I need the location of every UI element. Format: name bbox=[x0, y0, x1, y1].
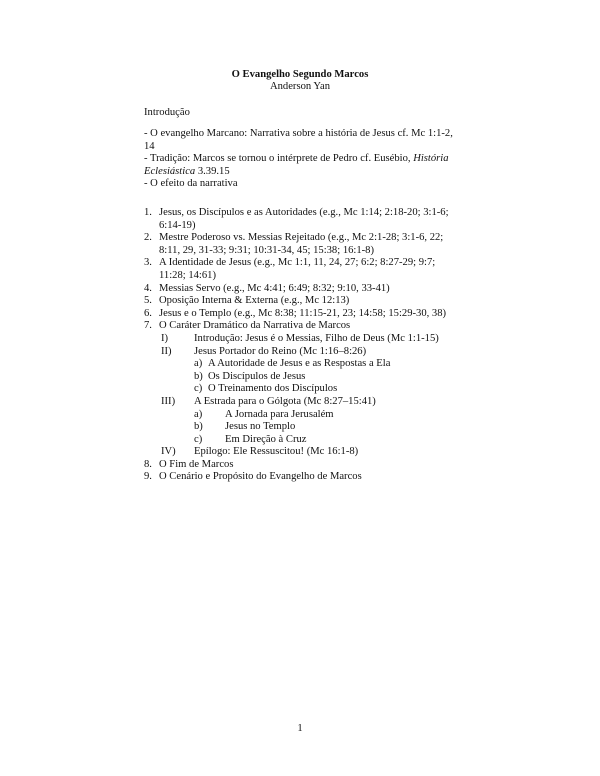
item-number: 1. bbox=[144, 207, 152, 218]
outline-item bbox=[144, 283, 460, 296]
subsection-item bbox=[144, 358, 460, 371]
item-number: 8. bbox=[144, 458, 152, 470]
intro-line-gospel: - O evangelho Marcano: Narrativa sobre a história de Jesus cf. Mc 1:1-2, 14 bbox=[144, 128, 453, 152]
outline-item bbox=[144, 207, 460, 232]
section-number: III) bbox=[161, 395, 176, 407]
subsection-text: Jesus no Templo bbox=[225, 421, 296, 433]
item-number: 4. bbox=[144, 282, 152, 294]
item-text: Mestre Poderoso vs. Messias Rejeitado (e.g., Mc 2:1-28; 3:1-6, 22; 8:11, 29, 31-33; 9:31; 10:31-34, 45; 15:38; 16:1-8) bbox=[159, 232, 444, 256]
outline-item bbox=[144, 308, 460, 321]
subsection-text: A Jornada para Jerusalém bbox=[225, 408, 334, 420]
book-title: História Eclesiástica bbox=[144, 153, 449, 177]
item-text: O Fim de Marcos bbox=[159, 458, 234, 470]
subsection-letter: c) bbox=[194, 433, 203, 445]
section-introduction bbox=[144, 333, 460, 346]
subsection-text: Em Direção à Cruz bbox=[225, 433, 307, 445]
outline-item bbox=[144, 257, 460, 282]
item-number: 6. bbox=[144, 307, 152, 319]
section-text: Introdução: Jesus é o Messias, Filho de Deus (Mc 1:1-15) bbox=[194, 332, 439, 344]
outline-item bbox=[144, 320, 460, 333]
subsection-item bbox=[144, 371, 460, 384]
subsection-item bbox=[144, 383, 460, 396]
item-text: Messias Servo (e.g., Mc 4:41; 6:49; 8:32; 9:10, 33-41) bbox=[159, 282, 390, 294]
outline-item bbox=[144, 295, 460, 308]
section-kingdom bbox=[144, 346, 460, 359]
item-number: 5. bbox=[144, 295, 152, 307]
tradition-text: - Tradição: Marcos se tornou o intérprete de Pedro cf. Eusébio, bbox=[144, 153, 414, 165]
item-text: O Cenário e Propósito do Evangelho de Marcos bbox=[159, 471, 362, 483]
intro-line-effect: - O efeito da narrativa bbox=[144, 178, 238, 190]
intro-heading: Introdução bbox=[144, 107, 190, 118]
section-number: I) bbox=[161, 332, 169, 344]
subsection-letter: c) bbox=[194, 383, 203, 395]
intro-line-tradition bbox=[144, 153, 460, 178]
section-text: A Estrada para o Gólgota (Mc 8:27–15:41) bbox=[194, 395, 376, 407]
subsection-text: Os Discípulos de Jesus bbox=[208, 370, 306, 382]
section-epilogue bbox=[144, 446, 460, 459]
outline-item bbox=[144, 232, 460, 257]
document-title: O Evangelho Segundo Marcos bbox=[231, 69, 369, 80]
item-text: Jesus, os Discípulos e as Autoridades (e.g., Mc 1:14; 2:18-20; 3:1-6; 6:14-19) bbox=[159, 207, 449, 231]
subsection-text: A Autoridade de Jesus e as Respostas a Ela bbox=[208, 358, 391, 370]
subsection-letter: b) bbox=[194, 370, 203, 382]
page-number: 1 bbox=[297, 723, 303, 734]
item-text: O Caráter Dramático da Narrativa de Marcos bbox=[159, 320, 351, 332]
outline-list bbox=[144, 207, 460, 484]
outline-item bbox=[144, 459, 460, 472]
subsection-letter: a) bbox=[194, 408, 203, 420]
subsection-item bbox=[144, 434, 460, 447]
author-name: Anderson Yan bbox=[269, 81, 331, 92]
book-reference: 3.39.15 bbox=[195, 165, 230, 177]
item-number: 7. bbox=[144, 320, 152, 332]
item-number: 9. bbox=[144, 471, 152, 483]
section-text: Epílogo: Ele Ressuscitou! (Mc 16:1-8) bbox=[194, 446, 359, 458]
item-text: A Identidade de Jesus (e.g., Mc 1:1, 11, 24, 27; 6:2; 8:27-29; 9:7; 11:28; 14:61) bbox=[159, 257, 436, 281]
item-text: Oposição Interna & Externa (e.g., Mc 12:13) bbox=[159, 295, 350, 307]
section-golgotha bbox=[144, 396, 460, 409]
subsection-item bbox=[144, 421, 460, 434]
intro-list bbox=[144, 128, 460, 191]
subsection-letter: a) bbox=[194, 358, 203, 370]
subsection-text: O Treinamento dos Discípulos bbox=[208, 383, 338, 395]
item-number: 3. bbox=[144, 257, 152, 269]
subsection-item bbox=[144, 409, 460, 422]
section-number: IV) bbox=[161, 446, 176, 458]
item-text: Jesus e o Templo (e.g., Mc 8:38; 11:15-21, 23; 14:58; 15:29-30, 38) bbox=[159, 307, 447, 319]
item-number: 2. bbox=[144, 232, 152, 244]
outline-item bbox=[144, 471, 460, 484]
subsection-letter: b) bbox=[194, 421, 203, 433]
section-number: II) bbox=[161, 345, 172, 357]
section-text: Jesus Portador do Reino (Mc 1:16–8:26) bbox=[194, 345, 367, 357]
